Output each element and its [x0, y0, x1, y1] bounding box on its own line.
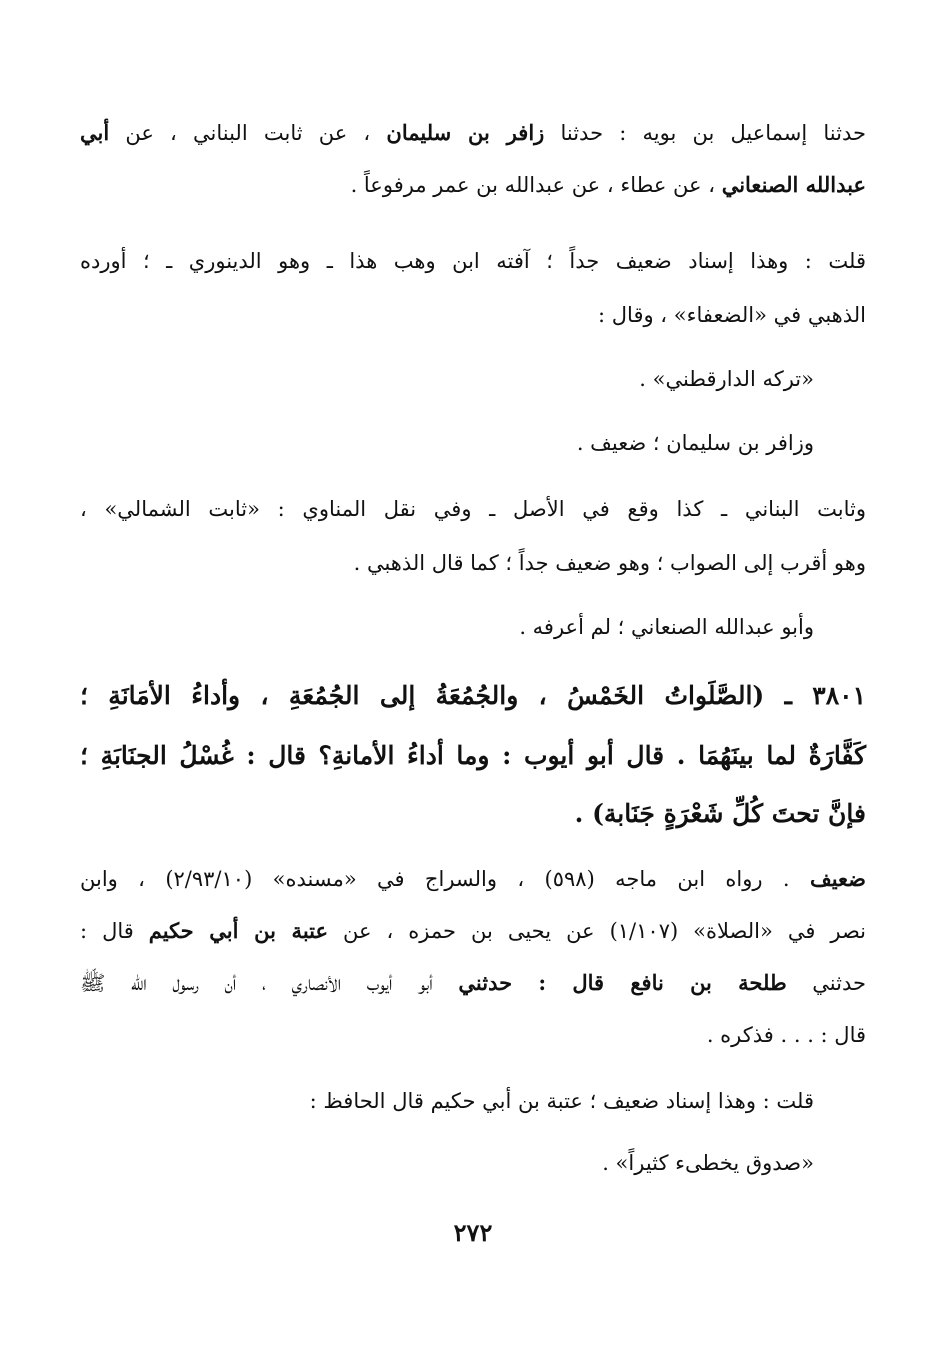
- page-number: ٢٧٢: [453, 1218, 493, 1247]
- takhrij-line-4: قال : . . . فذكره .: [706, 1023, 866, 1047]
- paragraph-2-line-2: الذهبي في «الضعفاء» ، وقال :: [598, 303, 866, 327]
- takhrij-line-1: ضعيف . رواه ابن ماجه (٥٩٨) ، والسراج في «مسنده» (٢/٩٣/١٠) ، وابن: [80, 866, 866, 891]
- paragraph-1-line-1: حدثنا إسماعيل بن بويه : حدثنا زافر بن سليمان ، عن ثابت البناني ، عن أبي: [80, 120, 866, 145]
- paragraph-1-line-2: عبدالله الصنعاني ، عن عطاء ، عن عبدالله بن عمر مرفوعاً .: [350, 172, 866, 197]
- paragraph-zafir: وزافر بن سليمان ؛ ضعيف .: [576, 431, 814, 455]
- hadith-heading-line-2: كَفَّارَةٌ لما بينَهُمَا . قال أبو أيوب : وما أداءُ الأمانةِ؟ قال : غُسْلُ الجنَابَةِ ؛: [80, 741, 866, 770]
- quote-daraqutni: «تركه الدارقطني» .: [639, 367, 814, 391]
- takhrij-line-3: حدثني طلحة بن نافع قال : حدثني أبو أيوب الأنصاري ، أن رسول الله ﷺ: [80, 970, 866, 995]
- paragraph-thabit-line-1: وثابت البناني ـ كذا وقع في الأصل ـ وفي نقل المناوي : «ثابت الشمالي» ،: [80, 497, 866, 521]
- hadith-heading-line-1: ٣٨٠١ ـ (الصَّلَواتُ الخَمْسُ ، والجُمُعَةُ إلى الجُمُعَةِ ، وأداءُ الأمَانَةِ ؛: [80, 681, 866, 710]
- paragraph-abu-abdullah: وأبو عبدالله الصنعاني ؛ لم أعرفه .: [519, 615, 814, 639]
- paragraph-utbah: قلت : وهذا إسناد ضعيف ؛ عتبة بن أبي حكيم قال الحافظ :: [309, 1089, 814, 1113]
- takhrij-line-2: نصر في «الصلاة» (١/١٠٧) عن يحيى بن حمزه ، عن عتبة بن أبي حكيم قال :: [80, 918, 867, 943]
- paragraph-thabit-line-2: وهو أقرب إلى الصواب ؛ وهو ضعيف جداً ؛ كما قال الذهبي .: [353, 551, 866, 575]
- quote-hafiz: «صدوق يخطىء كثيراً» .: [602, 1151, 814, 1175]
- paragraph-2-line-1: قلت : وهذا إسناد ضعيف جداً ؛ آفته ابن وهب هذا ـ وهو الدينوري ـ ؛ أورده: [80, 249, 866, 273]
- hadith-heading-line-3: فإنَّ تحتَ كُلِّ شَعْرَةٍ جَنَابة) .: [574, 799, 866, 828]
